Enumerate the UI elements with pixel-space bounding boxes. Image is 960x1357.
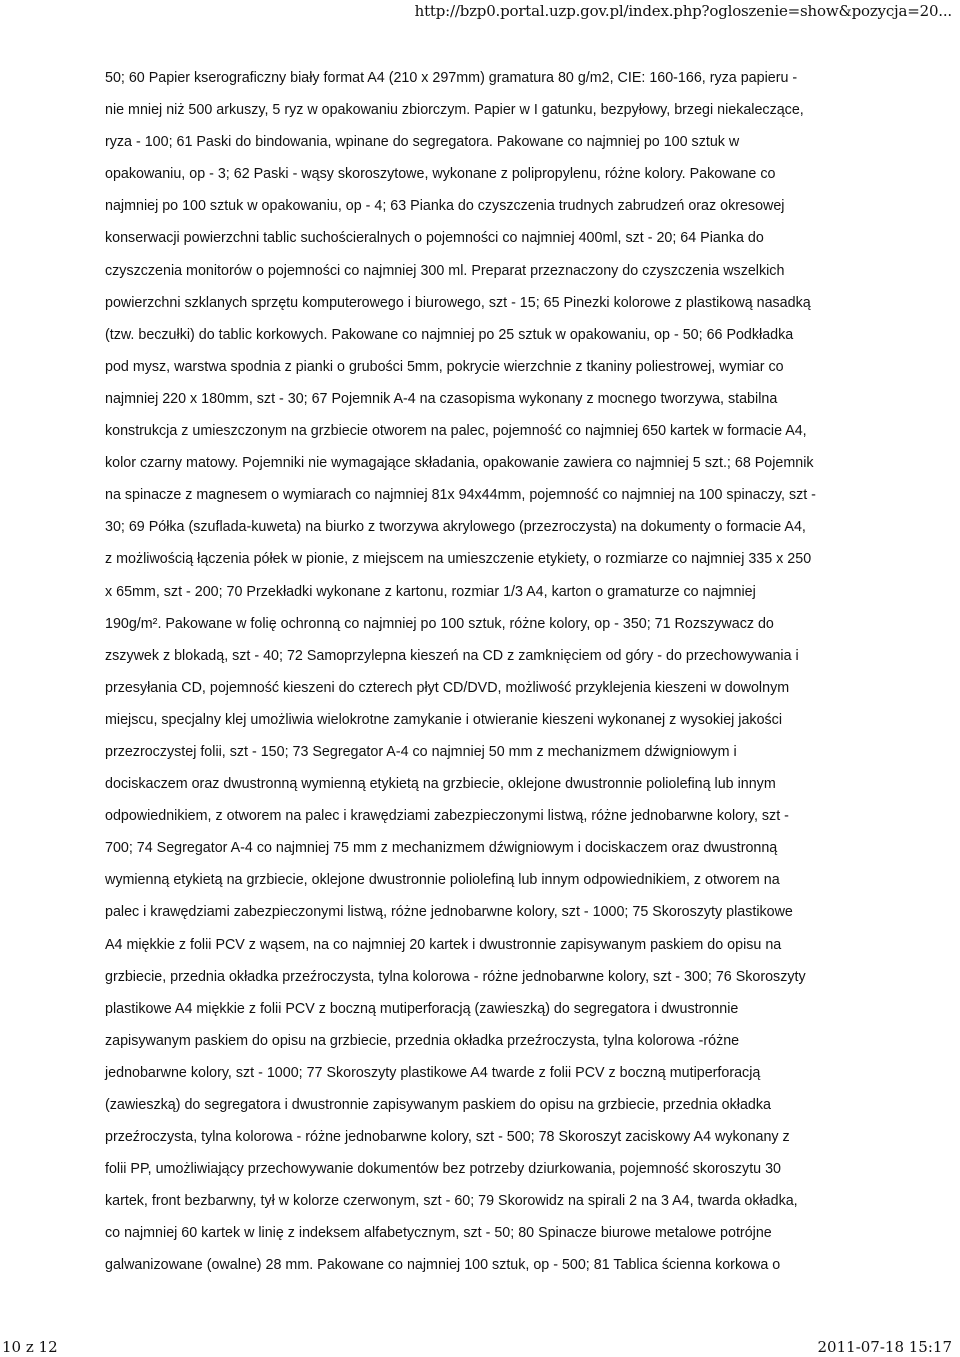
text-line: wymienną etykietą na grzbiecie, oklejone dwustronnie poliolefiną lub innym odpowiednikiem, z otworem na [105,872,780,889]
text-line: pod mysz, warstwa spodnia z pianki o grubości 5mm, pokrycie wierzchnie z tkaniny poliestrowej, wymiar co [105,358,784,375]
text-line: zszywek z blokadą, szt - 40; 72 Samoprzylepna kieszeń na CD z zamknięciem od góry - do przechowywania i [105,647,799,664]
text-line: na spinacze z magnesem o wymiarach co najmniej 81x 94x44mm, pojemność co najmniej na 100 spinaczy, szt - [105,487,816,504]
text-line: plastikowe A4 miękkie z folii PCV z boczną mutiperforacją (zawieszką) do segregatora i dwustronnie [105,1000,739,1017]
text-line: najmniej 220 x 180mm, szt - 30; 67 Pojemnik A-4 na czasopisma wykonany z mocnego tworzywa, stabilna [105,390,778,407]
text-line: A4 miękkie z folii PCV z wąsem, na co najmniej 20 kartek i dwustronnie zapisywanym paskiem do opisu na [105,936,782,953]
text-line: x 65mm, szt - 200; 70 Przekładki wykonane z kartonu, rozmiar 1/3 A4, karton o gramaturze co najmniej [105,583,756,600]
text-line: przesyłania CD, pojemność kieszeni do czterech płyt CD/DVD, możliwość przyklejenia kieszeni w dowolnym [105,679,790,696]
text-line: nie mniej niż 500 arkuszy, 5 ryz w opakowaniu zbiorczym. Papier w I gatunku, bezpyłowy, brzegi niekaleczące, [105,102,804,119]
text-line: z możliwością łączenia półek w pionie, z miejscem na umieszczenie etykiety, o rozmiarze co najmniej 335 x 250 [105,551,812,568]
text-line: co najmniej 60 kartek w linię z indeksem alfabetycznym, szt - 50; 80 Spinacze biurowe metalowe potrójne [105,1225,772,1242]
text-line: przezroczystej folii, szt - 150; 73 Segregator A-4 co najmniej 50 mm z mechanizmem dźwigniowym i [105,743,737,760]
page-url-header: http://bzp0.portal.uzp.gov.pl/index.php?ogloszenie=show&pozycja=20... [414,2,952,20]
text-line: galwanizowane (owalne) 28 mm. Pakowane co najmniej 100 sztuk, op - 500; 81 Tablica ścienna korkowa o [105,1257,781,1274]
print-datetime: 2011-07-18 15:17 [817,1338,952,1356]
text-line: odpowiednikiem, z otworem na palec i krawędziami zabezpieczonymi listwą, różne jednobarwne kolory, szt - [105,808,789,825]
text-line: zapisywanym paskiem do opisu na grzbiecie, przednia okładka przeźroczysta, tylna kolorowa -różne [105,1032,740,1049]
text-line: jednobarwne kolory, szt - 1000; 77 Skoroszyty plastikowe A4 twarde z folii PCV z boczną mutiperforacją [105,1064,761,1081]
text-line: czyszczenia monitorów o pojemności co najmniej 300 ml. Preparat przeznaczony do czyszczenia wszelkich [105,262,785,279]
text-line: 190g/m². Pakowane w folię ochronną co najmniej po 100 sztuk, różne kolory, op - 350; 71 Rozszywacz do [105,615,774,632]
text-line: ryza - 100; 61 Paski do bindowania, wpinane do segregatora. Pakowane co najmniej po 100 sztuk w [105,134,740,151]
text-line: konserwacji powierzchni tablic suchościeralnych o pojemności co najmniej 400ml, szt - 20; 64 Pianka do [105,230,764,247]
text-line: dociskaczem oraz dwustronną wymienną etykietą na grzbiecie, oklejone dwustronnie poliolefiną lub innym [105,776,776,793]
text-line: przeźroczysta, tylna kolorowa - różne jednobarwne kolory, szt - 500; 78 Skoroszyt zaciskowy A4 wykonany z [105,1129,790,1146]
text-line: kolor czarny matowy. Pojemniki nie wymagające składania, opakowanie zawiera co najmniej 5 szt.; 68 Pojemnik [105,455,814,472]
text-line: 50; 60 Papier kserograficzny biały format A4 (210 x 297mm) gramatura 80 g/m2, CIE: 160-166, ryza papieru - [105,70,798,86]
text-line: folii PP, umożliwiający przechowywanie dokumentów bez potrzeby dziurkowania, pojemność skoroszytu 30 [105,1161,781,1178]
document-body [105,62,905,1282]
text-line: (tzw. beczułki) do tablic korkowych. Pakowane co najmniej po 25 sztuk w opakowaniu, op - 50; 66 Podkładka [105,326,794,343]
text-line: 30; 69 Półka (szuflada-kuweta) na biurko z tworzywa akrylowego (przezroczysta) na dokumenty o formacie A4, [105,519,806,536]
text-line: grzbiecie, przednia okładka przeźroczysta, tylna kolorowa - różne jednobarwne kolory, szt - 300; 76 Skoroszyty [105,968,806,985]
page-number: 10 z 12 [2,1338,58,1356]
text-line: kartek, front bezbarwny, tył w kolorze czerwonym, szt - 60; 79 Skorowidz na spirali 2 na 3 A4, twarda okładka, [105,1193,798,1210]
text-line: (zawieszką) do segregatora i dwustronnie zapisywanym paskiem do opisu na grzbiecie, przednia okładka [105,1097,771,1113]
text-line: 700; 74 Segregator A-4 co najmniej 75 mm z mechanizmem dźwigniowym i dociskaczem oraz dwustronną [105,840,778,857]
text-line: miejscu, specjalny klej umożliwia wielokrotne zamykanie i otwieranie kieszeni wykonanej z wysokiej jakości [105,711,782,728]
text-line: powierzchni szklanych sprzętu komputerowego i biurowego, szt - 15; 65 Pinezki kolorowe z plastikową nasadką [105,294,811,311]
text-line: najmniej po 100 sztuk w opakowaniu, op - 4; 63 Pianka do czyszczenia trudnych zabrudzeń oraz okresowej [105,198,785,215]
text-line: opakowaniu, op - 3; 62 Paski - wąsy skoroszytowe, wykonane z polipropylenu, różne kolory. Pakowane co [105,166,776,183]
text-line: palec i krawędziami zabezpieczonymi listwą, różne jednobarwne kolory, szt - 1000; 75 Skoroszyty plastikowe [105,904,793,921]
text-line: konstrukcja z umieszczonym na grzbiecie otworem na palec, pojemność co najmniej 650 kartek w formacie A4, [105,423,807,440]
